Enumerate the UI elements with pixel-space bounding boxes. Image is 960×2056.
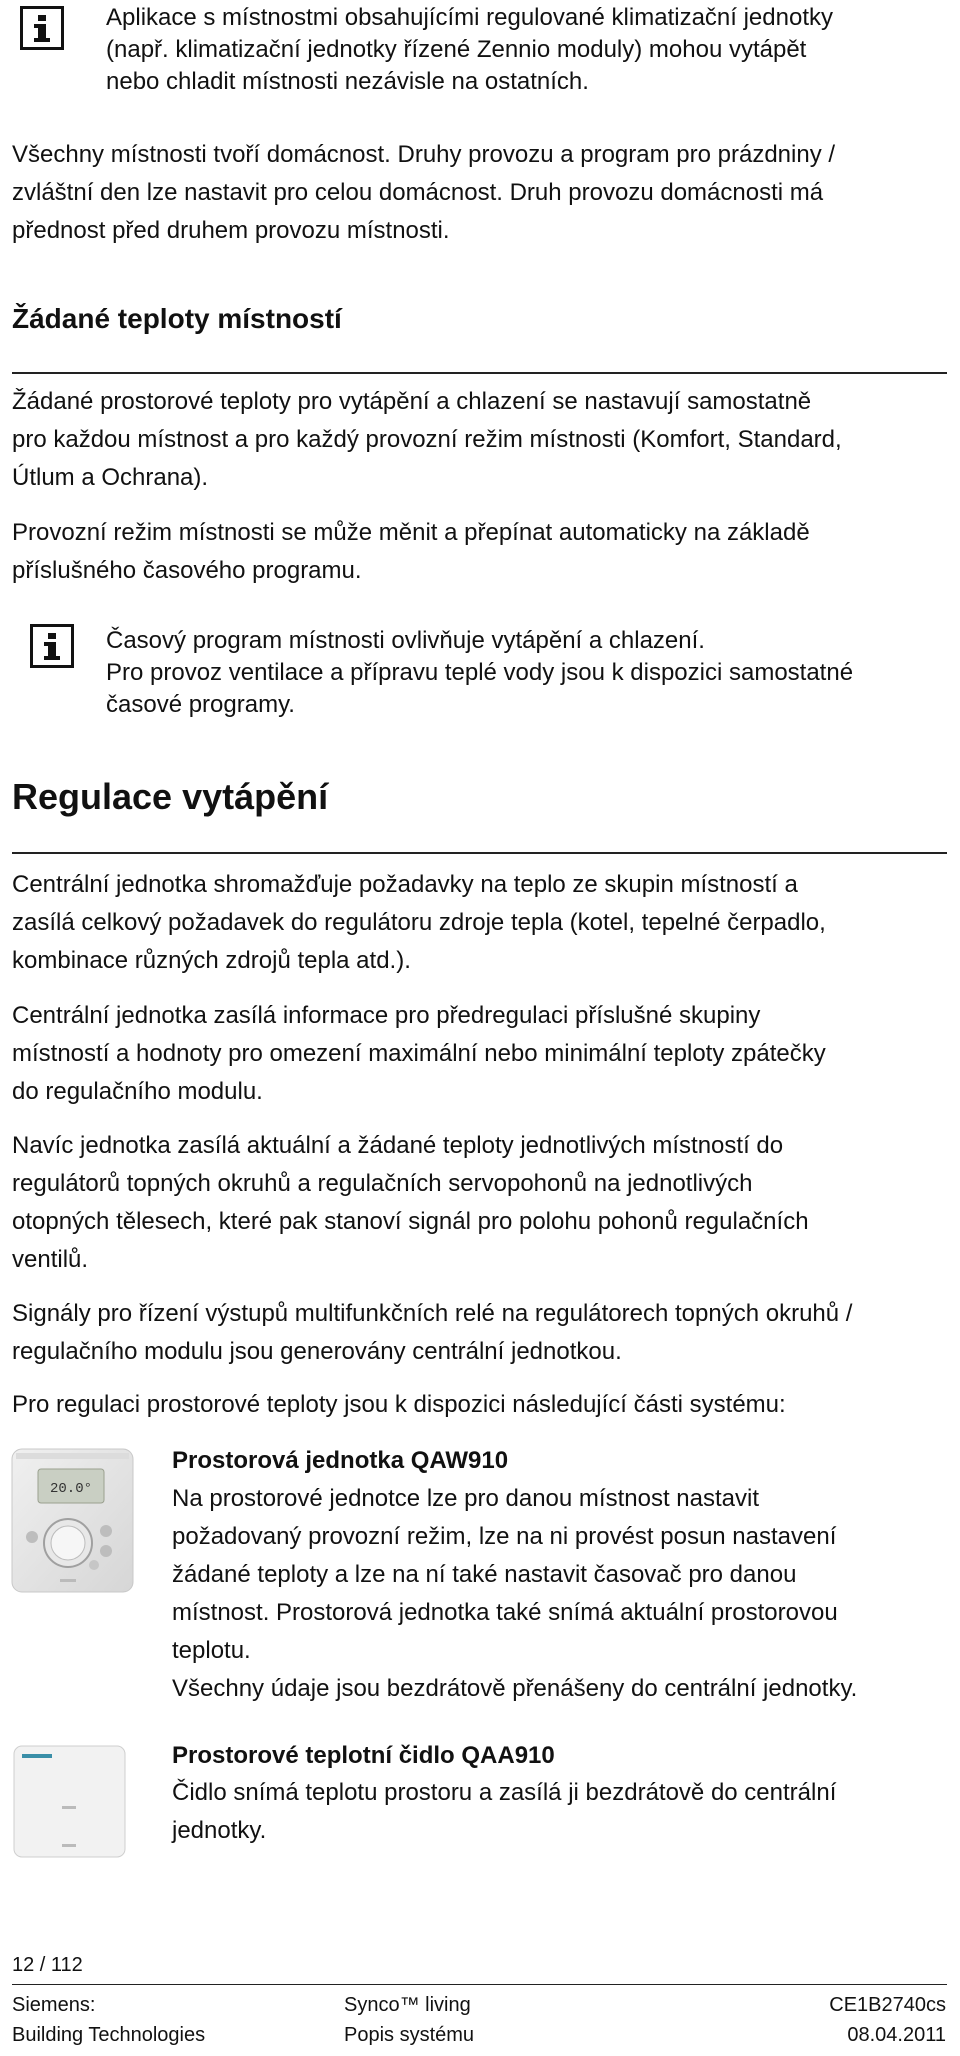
device-display: 20.0° bbox=[49, 1481, 93, 1497]
footer-company: Siemens: bbox=[12, 1994, 96, 2016]
section-divider bbox=[12, 372, 947, 374]
section-heading-setpoints: Žádané teploty místností bbox=[12, 303, 342, 334]
footer-divider bbox=[12, 1984, 947, 1985]
section-heading-heating-control: Regulace vytápění bbox=[12, 776, 329, 817]
footer-division: Building Technologies bbox=[12, 2024, 206, 2046]
heating-paragraph-3: Navíc jednotka zasílá aktuální a žádané teploty jednotlivých místností do regulátorů topných okruhů a regulačních servopohonů na jednotlivých otopných tělesech, které pak stanoví signál pro polohu pohonů regulačních ventilů. bbox=[12, 1132, 809, 1273]
info-icon bbox=[20, 6, 64, 50]
setpoints-paragraph-2: Provozní režim místnosti se může měnit a přepínat automaticky na základě příslušného časového programu. bbox=[12, 519, 810, 584]
footer-product: Synco™ living bbox=[344, 1994, 471, 2016]
footer-date: 08.04.2011 bbox=[847, 2024, 946, 2046]
heating-paragraph-5: Pro regulaci prostorové teploty jsou k dispozici následující části systému: bbox=[12, 1391, 786, 1418]
info-icon bbox=[30, 624, 74, 668]
room-unit-qaw910-image bbox=[10, 1447, 135, 1594]
device-description-qaa910: Čidlo snímá teplotu prostoru a zasílá ji bezdrátově do centrální jednotky. bbox=[172, 1779, 837, 1844]
device-title-qaw910: Prostorová jednotka QAW910 bbox=[172, 1447, 509, 1474]
household-paragraph: Všechny místnosti tvoří domácnost. Druhy provozu a program pro prázdniny / zvláštní den lze nastavit pro celou domácnost. Druh provozu domácnosti má přednost před druhem provozu místnosti. bbox=[12, 141, 836, 244]
time-program-note: Časový program místnosti ovlivňuje vytápění a chlazení. Pro provoz ventilace a přípravu teplé vody jsou k dispozici samostatné časové programy. bbox=[106, 627, 854, 718]
device-description-qaw910: Na prostorové jednotce lze pro danou místnost nastavit požadovaný provozní režim, lze na ni provést posun nastavení žádané teploty a lze na ní také nastavit časovač pro danou místnost. Prostorová jednotka také snímá aktuální prostorovou teplotu. Všechny údaje jsou bezdrátově přenášeny do centrální jednotky. bbox=[172, 1485, 858, 1702]
heating-paragraph-4: Signály pro řízení výstupů multifunkčních relé na regulátorech topných okruhů / regulačního modulu jsou generovány centrální jednotkou. bbox=[12, 1300, 853, 1365]
setpoints-paragraph-1: Žádané prostorové teploty pro vytápění a chlazení se nastavují samostatně pro každou místnost a pro každý provozní režim místnosti (Komfort, Standard, Útlum a Ochrana). bbox=[12, 388, 842, 491]
device-title-qaa910: Prostorové teplotní čidlo QAA910 bbox=[172, 1742, 555, 1769]
page-number: 12 / 112 bbox=[12, 1954, 83, 1976]
footer-document-type: Popis systému bbox=[344, 2024, 475, 2046]
section-divider bbox=[12, 852, 947, 854]
heating-paragraph-1: Centrální jednotka shromažďuje požadavky na teplo ze skupin místností a zasílá celkový požadavek do regulátoru zdroje tepla (kotel, tepelné čerpadlo, kombinace různých zdrojů tepla atd.). bbox=[12, 871, 826, 974]
temperature-sensor-qaa910-image bbox=[12, 1744, 127, 1859]
top-note-text: Aplikace s místnostmi obsahujícími regulované klimatizační jednotky (např. klimatizační jednotky řízené Zennio moduly) mohou vytápět nebo chladit místnosti nezávisle na ostatních. bbox=[106, 4, 833, 95]
footer-document-code: CE1B2740cs bbox=[829, 1994, 946, 2016]
heating-paragraph-2: Centrální jednotka zasílá informace pro předregulaci příslušné skupiny místností a hodnoty pro omezení maximální nebo minimální teploty zpátečky do regulačního modulu. bbox=[12, 1002, 826, 1105]
